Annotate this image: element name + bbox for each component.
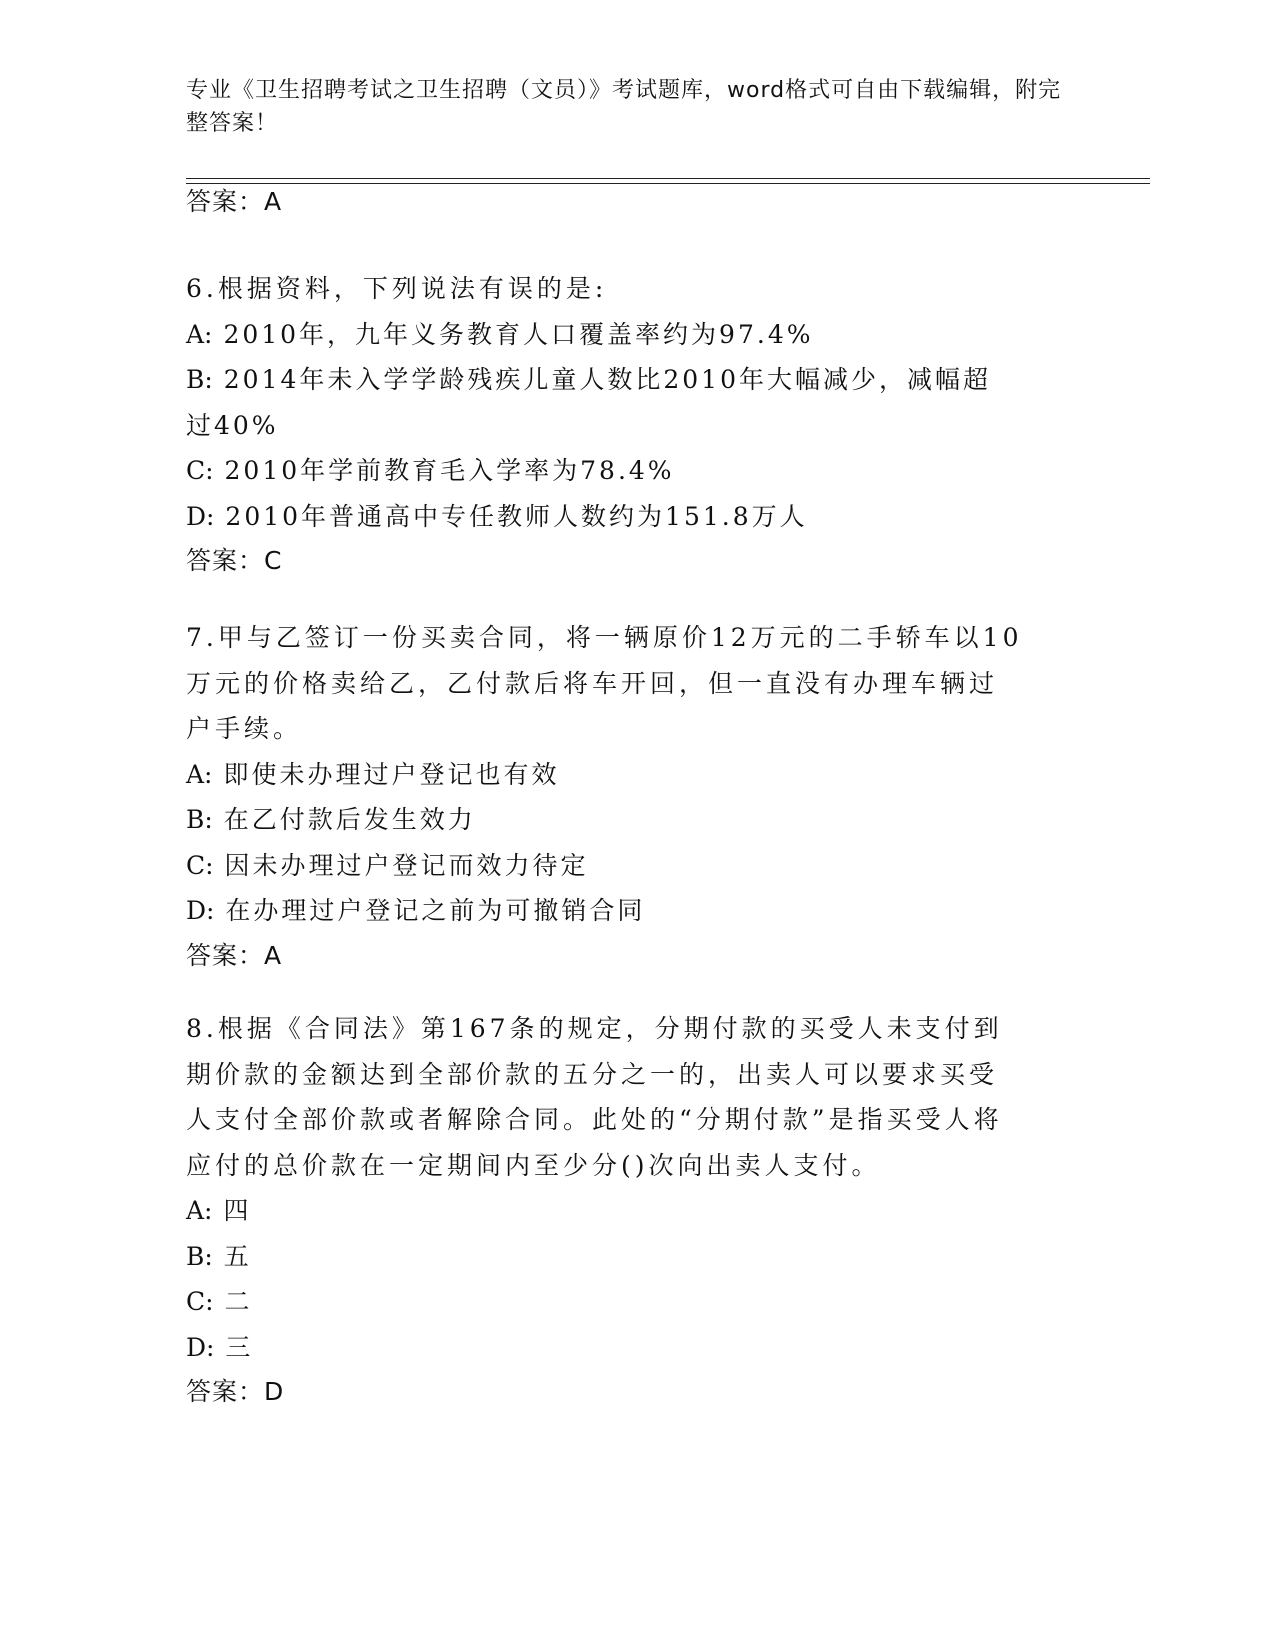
option-key: D:	[186, 896, 215, 925]
option-text: 因未办理过户登记而效力待定	[224, 850, 589, 880]
option-text: 即使未办理过户登记也有效	[223, 759, 560, 789]
option-a	[186, 752, 1066, 798]
answer-value: A	[264, 187, 283, 216]
option-d	[186, 1325, 1066, 1371]
answer-line	[186, 180, 1066, 224]
option-key: A:	[186, 759, 213, 789]
option-key: D:	[186, 501, 215, 531]
option-key: C:	[186, 850, 214, 880]
question-text: 甲与乙签订一份买卖合同，将一辆原价12万元的二手轿车以10万元的价格卖给乙，乙付款后将车开回，但一直没有办理车辆过户手续。	[186, 623, 1023, 743]
option-text: 四	[223, 1196, 252, 1225]
question-stem	[186, 266, 1066, 312]
option-d	[186, 888, 1066, 934]
question-number: 6.	[186, 274, 218, 303]
answer-value: C	[264, 546, 283, 575]
option-text: 二	[224, 1287, 253, 1316]
option-text: 五	[223, 1241, 252, 1271]
answer-label: 答案：	[186, 187, 265, 216]
answer-label: 答案：	[186, 1377, 265, 1406]
document-header: 专业《卫生招聘考试之卫生招聘（文员）》考试题库，word格式可自由下载编辑，附完整答案！	[186, 78, 1062, 136]
option-text: 2010年，九年义务教育人口覆盖率约为97.4%	[223, 319, 814, 349]
header-divider-top	[186, 178, 1150, 179]
option-text: 在乙付款后发生效力	[223, 805, 476, 834]
option-text: 2010年普通高中专任教师人数约为151.8万人	[225, 501, 808, 531]
option-key: C:	[186, 1287, 214, 1316]
question-stem	[186, 615, 1026, 752]
answer-line	[186, 539, 1066, 583]
option-key: B:	[186, 805, 213, 834]
question-stem	[186, 1006, 1026, 1188]
option-c	[186, 1279, 1066, 1325]
option-b	[186, 797, 1066, 843]
option-key: A:	[186, 1196, 213, 1225]
answer-line	[186, 1370, 1066, 1414]
question-number: 8.	[186, 1014, 218, 1043]
option-c	[186, 448, 1066, 494]
option-c	[186, 843, 1066, 889]
option-b	[186, 357, 1016, 448]
question-text: 根据《合同法》第167条的规定，分期付款的买受人未支付到期价款的金额达到全部价款的五分之一的，出卖人可以要求买受人支付全部价款或者解除合同。此处的“分期付款”是指买受人将应付的总价款在一定期间内至少分()次向出卖人支付。	[186, 1014, 1003, 1180]
option-text: 2014年未入学学龄残疾儿童人数比2010年大幅减少，减幅超过40%	[186, 365, 991, 440]
answer-label: 答案：	[186, 940, 265, 970]
answer-line	[186, 934, 1066, 978]
question-6	[186, 266, 1066, 583]
question-number: 7.	[186, 623, 218, 652]
option-key: B:	[186, 1241, 213, 1271]
question-7	[186, 615, 1066, 978]
answer-value: D	[264, 1377, 285, 1406]
option-a	[186, 1188, 1066, 1234]
option-d	[186, 494, 1066, 540]
option-key: A:	[186, 319, 213, 349]
option-key: B:	[186, 365, 213, 394]
option-text: 在办理过户登记之前为可撤销合同	[225, 896, 646, 925]
top-answer	[186, 180, 1066, 224]
option-text: 三	[225, 1332, 254, 1362]
option-b	[186, 1234, 1066, 1280]
option-a	[186, 312, 1066, 358]
option-key: D:	[186, 1332, 215, 1362]
question-text: 根据资料，下列说法有误的是:	[217, 274, 608, 303]
answer-value: A	[264, 940, 283, 970]
question-8	[186, 1006, 1066, 1414]
option-key: C:	[186, 456, 214, 485]
option-text: 2010年学前教育毛入学率为78.4%	[224, 456, 675, 485]
answer-label: 答案：	[186, 546, 265, 575]
